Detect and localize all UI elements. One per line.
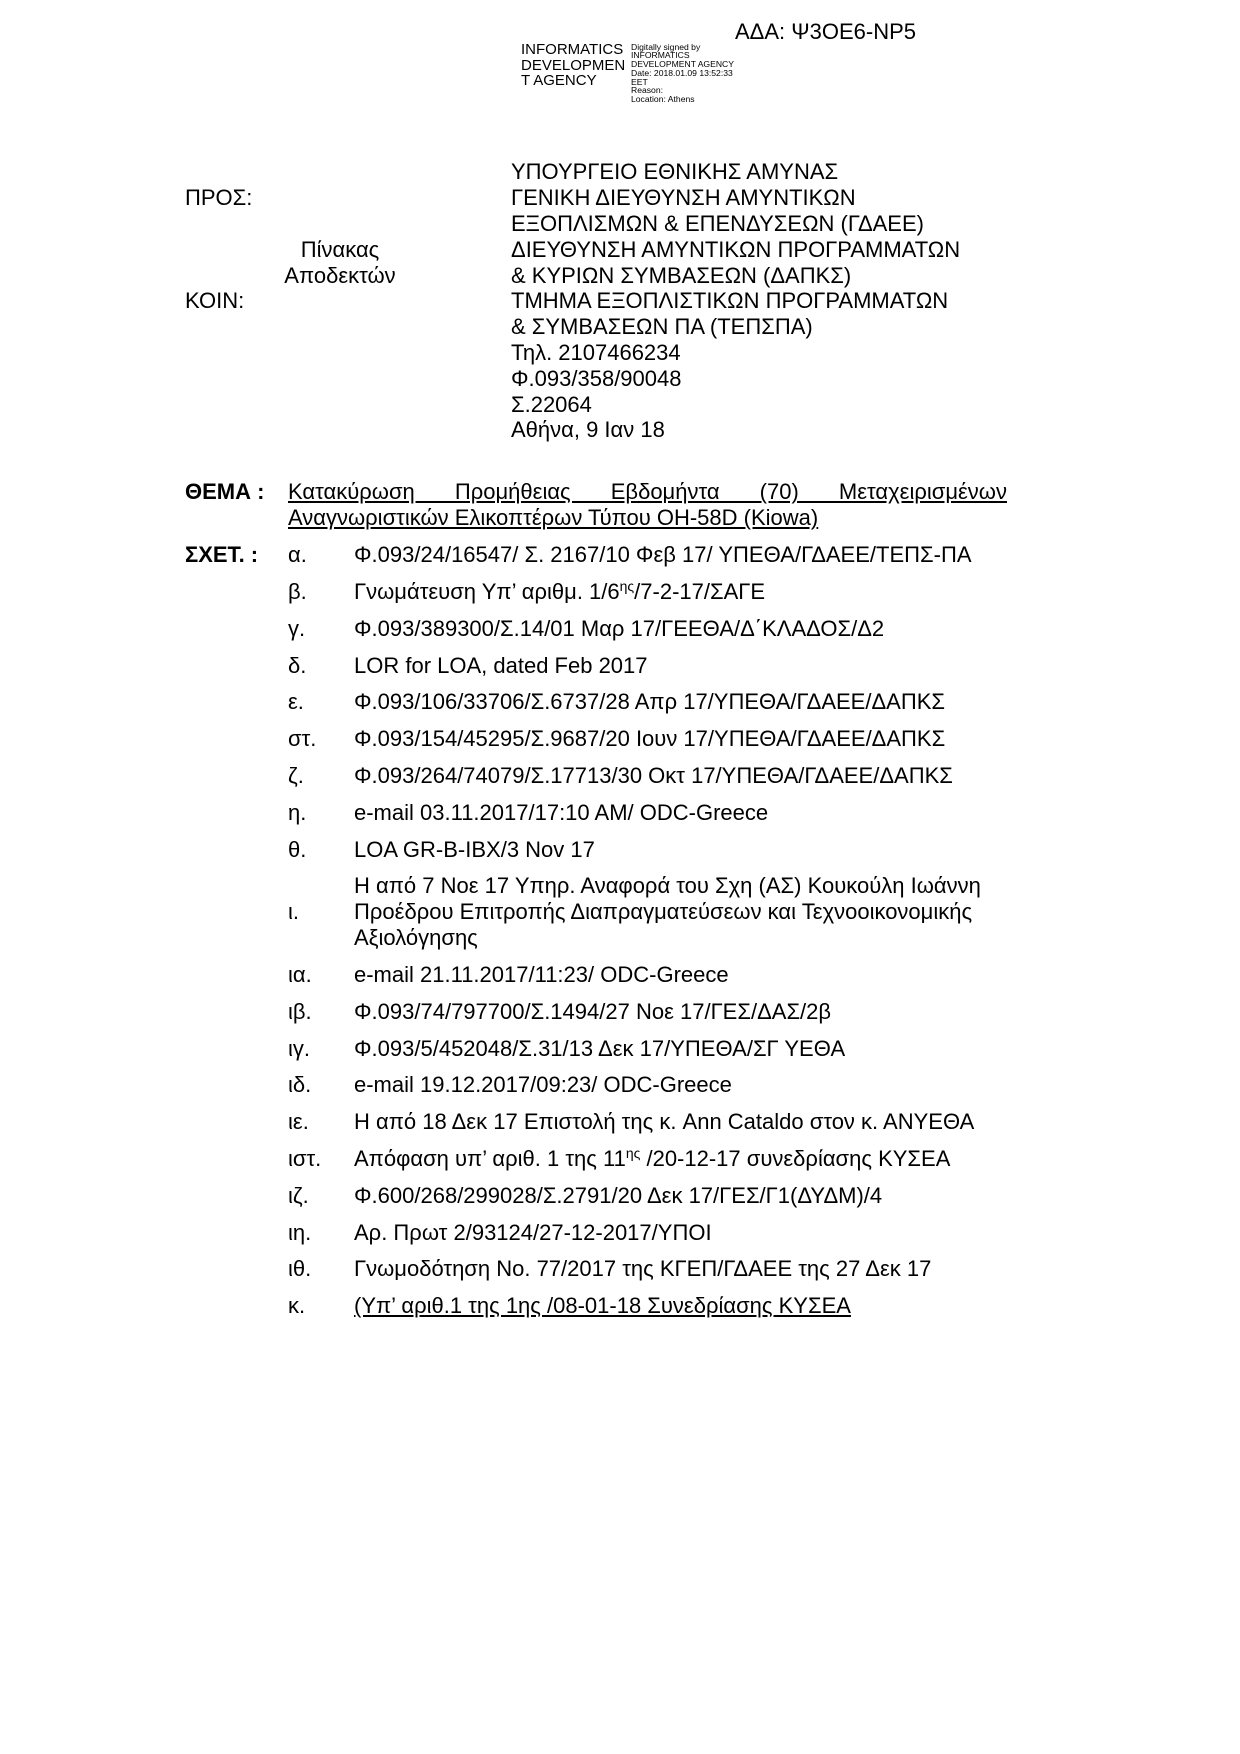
- cc-label: ΚΟΙΝ:: [185, 288, 245, 314]
- reference-text: Φ.600/268/299028/Σ.2791/20 Δεκ 17/ΓΕΣ/Γ1(ΔΥΔΜ)/4: [354, 1182, 883, 1208]
- reference-text-line: Η από 7 Νοε 17 Υπηρ. Αναφορά του Σχη (ΑΣ) Κουκούλη Ιωάννη: [354, 873, 981, 899]
- reference-text: Φ.093/24/16547/ Σ. 2167/10 Φεβ 17/ ΥΠΕΘΑ/ΓΔΑΕΕ/ΤΕΠΣ-ΠΑ: [354, 542, 972, 568]
- reference-item: [288, 758, 1008, 795]
- ada-code: Ψ3ΟΕ6-ΝΡ5: [791, 19, 917, 44]
- reference-text-rest: /7-2-17/ΣΑΓΕ: [634, 579, 766, 605]
- reference-text: [354, 873, 981, 951]
- references-label: ΣΧΕΤ. :: [185, 542, 259, 568]
- signature-detail-line: DEVELOPMENT AGENCY: [631, 59, 734, 70]
- reference-item: [288, 993, 1008, 1030]
- reference-text: Η από 18 Δεκ 17 Επιστολή της κ. Ann Cataldo στον κ. ΑΝΥΕΘΑ: [354, 1109, 975, 1135]
- reference-text-line: Προέδρου Επιτροπής Διαπραγματεύσεων και Τεχνοοικονομικής: [354, 899, 973, 925]
- reference-marker: η.: [288, 799, 307, 825]
- reference-item: [288, 1214, 1008, 1251]
- reference-item: [288, 574, 1008, 611]
- signature-reason: Reason:: [631, 85, 664, 96]
- sender-ministry: ΥΠΟΥΡΓΕΙΟ ΕΘΝΙΚΗΣ ΑΜΥΝΑΣ: [511, 159, 839, 185]
- reference-item: [288, 537, 1008, 574]
- reference-item: [288, 831, 1008, 868]
- reference-text-line: Αξιολόγησης: [354, 925, 478, 951]
- reference-marker: ιδ.: [288, 1072, 312, 1098]
- reference-text: (Υπ’ αριθ.1 της 1ης /08-01-18 Συνεδρίασης ΚΥΣΕΑ: [354, 1293, 851, 1319]
- sender-directorate: ΔΙΕΥΘΥΝΣΗ ΑΜΥΝΤΙΚΩΝ ΠΡΟΓΡΑΜΜΑΤΩΝ: [511, 236, 961, 262]
- reference-item: [288, 721, 1008, 758]
- reference-marker: ζ.: [288, 762, 304, 788]
- to-label: ΠΡΟΣ:: [185, 185, 253, 211]
- reference-item: [288, 957, 1008, 994]
- reference-marker: ιζ.: [288, 1182, 309, 1208]
- reference-item: [288, 794, 1008, 831]
- reference-item: [288, 1067, 1008, 1104]
- reference-text: e-mail 19.12.2017/09:23/ ODC-Greece: [354, 1072, 732, 1098]
- reference-marker: β.: [288, 579, 307, 605]
- reference-text: Φ.093/5/452048/Σ.31/13 Δεκ 17/ΥΠΕΘΑ/ΣΓ ΥΕΘΑ: [354, 1035, 846, 1061]
- reference-item: [288, 868, 1008, 957]
- subject-label: ΘΕΜΑ :: [185, 479, 265, 505]
- sender-section: ΤΜΗΜΑ ΕΞΟΠΛΙΣΤΙΚΩΝ ΠΡΟΓΡΑΜΜΑΤΩΝ: [511, 288, 949, 314]
- reference-marker: στ.: [288, 726, 317, 752]
- reference-text: LOA GR-B-IBX/3 Nov 17: [354, 836, 595, 862]
- sender-serial-number: Σ.22064: [511, 391, 592, 417]
- reference-marker: ιβ.: [288, 998, 312, 1024]
- reference-item: [288, 684, 1008, 721]
- reference-item: [288, 1251, 1008, 1288]
- reference-marker: ια.: [288, 962, 312, 988]
- reference-text-main: Γνωμάτευση Υπ’ αριθμ. 1/6: [354, 579, 620, 605]
- ordinal-superscript: ης: [619, 578, 635, 595]
- reference-marker: ιη.: [288, 1219, 312, 1245]
- ada-label: ΑΔΑ:: [735, 19, 786, 44]
- reference-marker: ιθ.: [288, 1256, 312, 1282]
- reference-text: Φ.093/106/33706/Σ.6737/28 Απρ 17/ΥΠΕΘΑ/ΓΔΑΕΕ/ΔΑΠΚΣ: [354, 689, 945, 715]
- sender-directorate: & ΚΥΡΙΩΝ ΣΥΜΒΑΣΕΩΝ (ΔΑΠΚΣ): [511, 262, 852, 288]
- reference-text: Αρ. Πρωτ 2/93124/27-12-2017/ΥΠΟΙ: [354, 1219, 712, 1245]
- to-recipients-line: Αποδεκτών: [284, 262, 396, 288]
- reference-text: Γνωμοδότηση Νο. 77/2017 της ΚΓΕΠ/ΓΔΑΕΕ της 27 Δεκ 17: [354, 1256, 932, 1282]
- reference-text-main: Απόφαση υπ’ αριθ. 1 της 11: [354, 1146, 626, 1171]
- reference-text: Φ.093/264/74079/Σ.17713/30 Οκτ 17/ΥΠΕΘΑ/ΓΔΑΕΕ/ΔΑΠΚΣ: [354, 762, 953, 788]
- reference-marker: ιε.: [288, 1109, 309, 1135]
- subject-text: [288, 479, 1007, 531]
- reference-marker: θ.: [288, 836, 307, 862]
- reference-item: [288, 1141, 1008, 1178]
- signer-line: INFORMATICS: [521, 41, 624, 58]
- reference-text: Φ.093/74/797700/Σ.1494/27 Νοε 17/ΓΕΣ/ΔΑΣ/2β: [354, 998, 832, 1024]
- reference-text: [354, 1146, 950, 1172]
- reference-marker: γ.: [288, 615, 306, 641]
- signer-line: T AGENCY: [521, 72, 597, 89]
- reference-item: [288, 647, 1008, 684]
- reference-marker: κ.: [288, 1293, 306, 1319]
- sender-section: & ΣΥΜΒΑΣΕΩΝ ΠΑ (ΤΕΠΣΠΑ): [511, 314, 813, 340]
- subject-line: Κατακύρωση Προμήθειας Εβδομήντα (70) Μεταχειρισμένων: [288, 479, 1007, 505]
- reference-text: e-mail 03.11.2017/17:10 AM/ ODC-Greece: [354, 799, 769, 825]
- signer-line: DEVELOPMEN: [521, 56, 626, 74]
- subject-line: Αναγνωριστικών Ελικοπτέρων Τύπου ΟΗ-58D (Kiowa): [288, 505, 819, 531]
- sender-directorate-general: ΕΞΟΠΛΙΣΜΩΝ & ΕΠΕΝΔΥΣΕΩΝ (ΓΔΑΕΕ): [511, 210, 924, 236]
- reference-text: Φ.093/389300/Σ.14/01 Μαρ 17/ΓΕΕΘΑ/Δ΄ΚΛΑΔΟΣ/Δ2: [354, 615, 885, 641]
- reference-item: [288, 1030, 1008, 1067]
- reference-marker: ιστ.: [288, 1146, 322, 1171]
- signature-detail-line: INFORMATICS: [631, 50, 690, 61]
- signature-timezone: EET: [631, 76, 648, 87]
- reference-item: [288, 1104, 1008, 1141]
- to-recipients-line: Πίνακας: [300, 236, 380, 262]
- sender-place-date: Αθήνα, 9 Ιαν 18: [511, 417, 665, 443]
- sender-phone: Τηλ. 2107466234: [511, 339, 681, 365]
- reference-text: Φ.093/154/45295/Σ.9687/20 Ιουν 17/ΥΠΕΘΑ/ΓΔΑΕΕ/ΔΑΠΚΣ: [354, 726, 946, 752]
- to-recipients: [240, 237, 440, 289]
- signature-detail-line: Digitally signed by: [631, 41, 701, 52]
- sender-file-number: Φ.093/358/90048: [511, 365, 682, 391]
- signature-location: Location: Athens: [631, 94, 695, 105]
- reference-text: e-mail 21.11.2017/11:23/ ODC-Greece: [354, 962, 729, 988]
- reference-marker: ε.: [288, 689, 304, 715]
- references-list: [288, 537, 1008, 1325]
- reference-item: [288, 1288, 1008, 1325]
- reference-marker: ι.: [288, 899, 299, 925]
- reference-text: [354, 579, 765, 605]
- reference-marker: δ.: [288, 652, 307, 678]
- reference-marker: α.: [288, 542, 307, 568]
- digital-signature-signer: [521, 42, 625, 89]
- sender-directorate-general: ΓΕΝΙΚΗ ΔΙΕΥΘΥΝΣΗ ΑΜΥΝΤΙΚΩΝ: [511, 185, 856, 211]
- reference-item: [288, 610, 1008, 647]
- reference-item: [288, 1177, 1008, 1214]
- ada-stamp: [735, 19, 916, 45]
- reference-text: LOR for LOA, dated Feb 2017: [354, 652, 648, 678]
- reference-text-rest: /20-12-17 συνεδρίασης ΚΥΣΕΑ: [640, 1146, 951, 1171]
- reference-marker: ιγ.: [288, 1035, 310, 1061]
- signature-date: Date: 2018.01.09 13:52:33: [631, 67, 733, 78]
- ordinal-superscript: ης: [625, 1145, 641, 1161]
- digital-signature-details: [631, 43, 734, 104]
- sender-block: [511, 159, 960, 443]
